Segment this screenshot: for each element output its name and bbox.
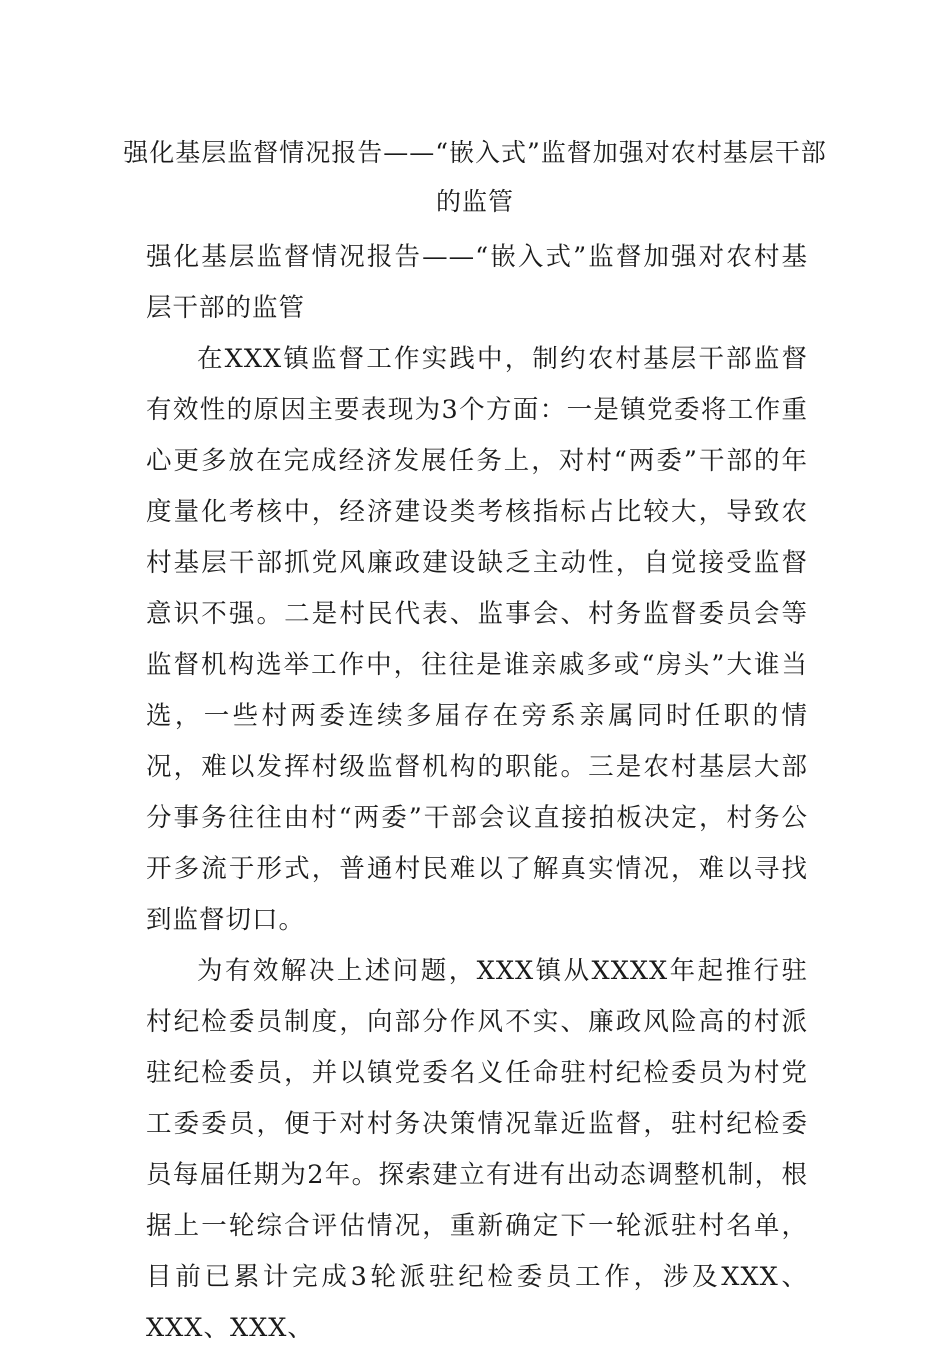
document-title: 强化基层监督情况报告——“嵌入式”监督加强对农村基层干部的监管 xyxy=(123,138,827,216)
paragraph-1: 在XXX镇监督工作实践中，制约农村基层干部监督有效性的原因主要表现为3个方面：一是镇党委将工作重心更多放在完成经济发展任务上，对村“两委”干部的年度量化考核中，经济建设类考核指标占比较大，导致农村基层干部抓党风廉政建设缺乏主动性，自觉接受监督意识不强。二是村民代表、监事会、村务监督委员会等监督机构选举工作中，往往是谁亲戚多或“房头”大谁当选，一些村两委连续多届存在旁系亲属同时任职的情况，难以发挥村级监督机构的职能。三是农村基层大部分事务往往由村“两委”干部会议直接拍板决定，村务公开多流于形式，普通村民难以了解真实情况，难以寻找到监督切口。 xyxy=(146,344,808,935)
paragraph-2: 为有效解决上述问题，XXX镇从XXXX年起推行驻村纪检委员制度，向部分作风不实、廉政风险高的村派驻纪检委员，并以镇党委名义任命驻村纪检委员为村党工委委员，便于对村务决策情况靠近监督，驻村纪检委员每届任期为2年。探索建立有进有出动态调整机制，根据上一轮综合评估情况，重新确定下一轮派驻村名单，目前已累计完成3轮派驻纪检委员工作，涉及XXX、XXX、XXX、 xyxy=(146,956,808,1343)
document-subtitle: 强化基层监督情况报告——“嵌入式”监督加强对农村基层干部的监管 xyxy=(146,242,808,323)
document-body xyxy=(146,232,808,1354)
